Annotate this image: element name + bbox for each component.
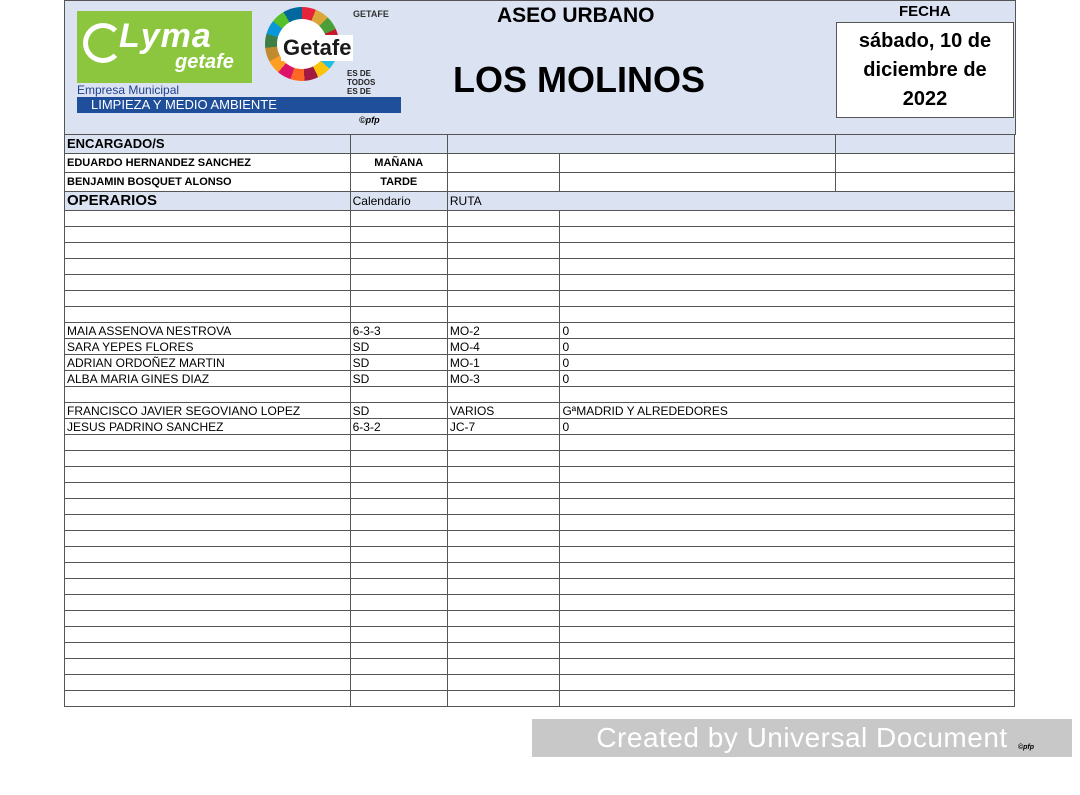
operario-descripcion <box>560 291 1015 307</box>
operario-row <box>65 339 1015 355</box>
encargado-turno: TARDE <box>350 173 447 192</box>
operarios-header-row <box>65 192 1015 211</box>
operario-ruta: MO-4 <box>447 339 560 355</box>
operario-descripcion <box>560 227 1015 243</box>
operario-row <box>65 643 1015 659</box>
operario-calendario <box>350 611 447 627</box>
operario-name <box>65 435 351 451</box>
operario-calendario <box>350 579 447 595</box>
encargado-row <box>65 154 1015 173</box>
operario-calendario <box>350 659 447 675</box>
operario-descripcion <box>560 467 1015 483</box>
operario-descripcion <box>560 643 1015 659</box>
operario-row <box>65 211 1015 227</box>
operario-row <box>65 515 1015 531</box>
lyma-logo-box <box>77 11 252 83</box>
operario-calendario <box>350 211 447 227</box>
operario-ruta <box>447 675 560 691</box>
watermark-banner: Created by Universal Document Converter <box>532 719 1072 757</box>
operario-name <box>65 291 351 307</box>
operario-row <box>65 403 1015 419</box>
operario-row <box>65 435 1015 451</box>
roster-table <box>64 134 1015 707</box>
operario-row <box>65 627 1015 643</box>
operario-name: SARA YEPES FLORES <box>65 339 351 355</box>
operario-ruta <box>447 691 560 707</box>
operario-descripcion: 0 <box>560 371 1015 387</box>
operario-name <box>65 451 351 467</box>
operario-row <box>65 531 1015 547</box>
operario-name: FRANCISCO JAVIER SEGOVIANO LOPEZ <box>65 403 351 419</box>
operario-descripcion <box>560 275 1015 291</box>
operario-calendario <box>350 563 447 579</box>
encargados-header-row <box>65 135 1015 154</box>
operario-calendario <box>350 387 447 403</box>
operario-name <box>65 563 351 579</box>
pfp-mark: ©pfp <box>359 115 380 125</box>
operario-name <box>65 227 351 243</box>
operario-row <box>65 227 1015 243</box>
operario-calendario: 6-3-3 <box>350 323 447 339</box>
operario-row <box>65 259 1015 275</box>
operario-name <box>65 675 351 691</box>
operario-descripcion: 0 <box>560 419 1015 435</box>
operario-descripcion <box>560 451 1015 467</box>
operario-name <box>65 259 351 275</box>
operario-row <box>65 243 1015 259</box>
operario-ruta <box>447 563 560 579</box>
operario-calendario <box>350 643 447 659</box>
operario-descripcion <box>560 675 1015 691</box>
operario-descripcion <box>560 691 1015 707</box>
operario-descripcion <box>560 579 1015 595</box>
operario-descripcion <box>560 387 1015 403</box>
operario-name <box>65 387 351 403</box>
operario-calendario: 6-3-2 <box>350 419 447 435</box>
operario-descripcion <box>560 659 1015 675</box>
operario-calendario: SD <box>350 371 447 387</box>
operario-name <box>65 515 351 531</box>
encargado-name: BENJAMIN BOSQUET ALONSO <box>65 173 351 192</box>
operario-ruta <box>447 451 560 467</box>
operario-row <box>65 611 1015 627</box>
operario-row <box>65 275 1015 291</box>
operario-ruta <box>447 579 560 595</box>
operario-ruta <box>447 643 560 659</box>
operario-row <box>65 419 1015 435</box>
operario-row <box>65 579 1015 595</box>
operario-descripcion <box>560 611 1015 627</box>
operario-calendario <box>350 627 447 643</box>
swirl-icon <box>83 23 123 63</box>
operario-name <box>65 483 351 499</box>
operario-row <box>65 371 1015 387</box>
operarios-label: OPERARIOS <box>65 192 351 211</box>
operario-ruta <box>447 259 560 275</box>
operario-row <box>65 323 1015 339</box>
operario-ruta <box>447 627 560 643</box>
zone-title: LOS MOLINOS <box>453 59 705 100</box>
operario-ruta <box>447 275 560 291</box>
encargado-turno: MAÑANA <box>350 154 447 173</box>
ayuntamiento-label: GETAFE <box>353 9 389 19</box>
operario-calendario <box>350 275 447 291</box>
operario-name <box>65 531 351 547</box>
operario-descripcion: GªMADRID Y ALREDEDORES <box>560 403 1015 419</box>
limpieza-banner: LIMPIEZA Y MEDIO AMBIENTE <box>77 97 401 113</box>
operario-calendario <box>350 531 447 547</box>
es-de-todos-label: ES DE TODOS ES DE <box>347 69 376 96</box>
operario-descripcion <box>560 243 1015 259</box>
operario-descripcion: 0 <box>560 355 1015 371</box>
operario-ruta <box>447 291 560 307</box>
operario-ruta <box>447 435 560 451</box>
operario-ruta <box>447 595 560 611</box>
operario-descripcion <box>560 499 1015 515</box>
operario-calendario <box>350 243 447 259</box>
encargado-name: EDUARDO HERNANDEZ SANCHEZ <box>65 154 351 173</box>
operario-descripcion <box>560 595 1015 611</box>
operario-calendario <box>350 227 447 243</box>
operario-calendario <box>350 691 447 707</box>
operario-ruta <box>447 547 560 563</box>
page-title: ASEO URBANO <box>497 4 655 27</box>
operario-name <box>65 643 351 659</box>
operario-calendario <box>350 675 447 691</box>
operario-row <box>65 483 1015 499</box>
operario-calendario <box>350 595 447 611</box>
operario-descripcion: 0 <box>560 323 1015 339</box>
operario-descripcion <box>560 259 1015 275</box>
operario-calendario <box>350 547 447 563</box>
operario-name: ALBA MARIA GINES DIAZ <box>65 371 351 387</box>
operario-ruta <box>447 515 560 531</box>
operario-name <box>65 211 351 227</box>
getafe-wordmark: getafe <box>175 51 234 73</box>
operario-name <box>65 307 351 323</box>
operario-descripcion <box>560 563 1015 579</box>
operario-ruta <box>447 483 560 499</box>
operario-descripcion <box>560 211 1015 227</box>
operario-name <box>65 595 351 611</box>
operario-name <box>65 627 351 643</box>
operario-row <box>65 451 1015 467</box>
operario-calendario: SD <box>350 355 447 371</box>
empresa-municipal-label: Empresa Municipal <box>77 83 180 97</box>
operario-ruta <box>447 611 560 627</box>
operario-row <box>65 499 1015 515</box>
operario-calendario: SD <box>350 339 447 355</box>
operario-ruta <box>447 531 560 547</box>
operario-calendario <box>350 451 447 467</box>
operario-row <box>65 307 1015 323</box>
operario-ruta: MO-1 <box>447 355 560 371</box>
operario-descripcion <box>560 435 1015 451</box>
report-header <box>64 0 1016 135</box>
operario-calendario <box>350 307 447 323</box>
operario-descripcion: 0 <box>560 339 1015 355</box>
operario-ruta <box>447 211 560 227</box>
operario-calendario <box>350 291 447 307</box>
operario-name <box>65 611 351 627</box>
operario-ruta: JC-7 <box>447 419 560 435</box>
operario-name <box>65 579 351 595</box>
operario-ruta <box>447 307 560 323</box>
operario-ruta <box>447 227 560 243</box>
ruta-header: RUTA <box>447 192 1014 211</box>
operario-row <box>65 675 1015 691</box>
operario-ruta <box>447 659 560 675</box>
operario-ruta: VARIOS <box>447 403 560 419</box>
operario-descripcion <box>560 515 1015 531</box>
operario-name <box>65 243 351 259</box>
fecha-label: FECHA <box>899 3 951 20</box>
footer-pfp-mark: ©pfp <box>1018 744 1035 751</box>
operario-name <box>65 547 351 563</box>
operario-ruta <box>447 467 560 483</box>
operario-ruta <box>447 243 560 259</box>
operario-row <box>65 547 1015 563</box>
operario-calendario: SD <box>350 403 447 419</box>
operario-descripcion <box>560 627 1015 643</box>
operario-row <box>65 595 1015 611</box>
operario-calendario <box>350 499 447 515</box>
operario-name: JESUS PADRINO SANCHEZ <box>65 419 351 435</box>
encargado-row <box>65 173 1015 192</box>
operario-calendario <box>350 483 447 499</box>
fecha-value: sábado, 10 de diciembre de 2022 <box>836 22 1014 118</box>
operario-descripcion <box>560 547 1015 563</box>
operario-row <box>65 691 1015 707</box>
calendario-header: Calendario <box>350 192 447 211</box>
operario-row <box>65 659 1015 675</box>
operario-name: MAIA ASSENOVA NESTROVA <box>65 323 351 339</box>
operario-ruta: MO-3 <box>447 371 560 387</box>
operario-row <box>65 563 1015 579</box>
operario-row <box>65 467 1015 483</box>
getafe-brand: Getafe <box>283 35 352 60</box>
operario-descripcion <box>560 307 1015 323</box>
lyma-logo <box>77 7 401 125</box>
operario-calendario <box>350 435 447 451</box>
operario-calendario <box>350 259 447 275</box>
operario-ruta <box>447 387 560 403</box>
operario-row <box>65 291 1015 307</box>
operario-ruta: MO-2 <box>447 323 560 339</box>
operario-name: ADRIAN ORDOÑEZ MARTIN <box>65 355 351 371</box>
report-sheet <box>64 0 1016 730</box>
operario-name <box>65 691 351 707</box>
operario-calendario <box>350 515 447 531</box>
operario-name <box>65 659 351 675</box>
encargados-label: ENCARGADO/S <box>65 135 351 154</box>
operario-row <box>65 355 1015 371</box>
operario-name <box>65 499 351 515</box>
operario-descripcion <box>560 531 1015 547</box>
operario-name <box>65 275 351 291</box>
operario-calendario <box>350 467 447 483</box>
operario-ruta <box>447 499 560 515</box>
operario-name <box>65 467 351 483</box>
lyma-wordmark: Lyma <box>119 17 212 55</box>
operario-row <box>65 387 1015 403</box>
operario-descripcion <box>560 483 1015 499</box>
